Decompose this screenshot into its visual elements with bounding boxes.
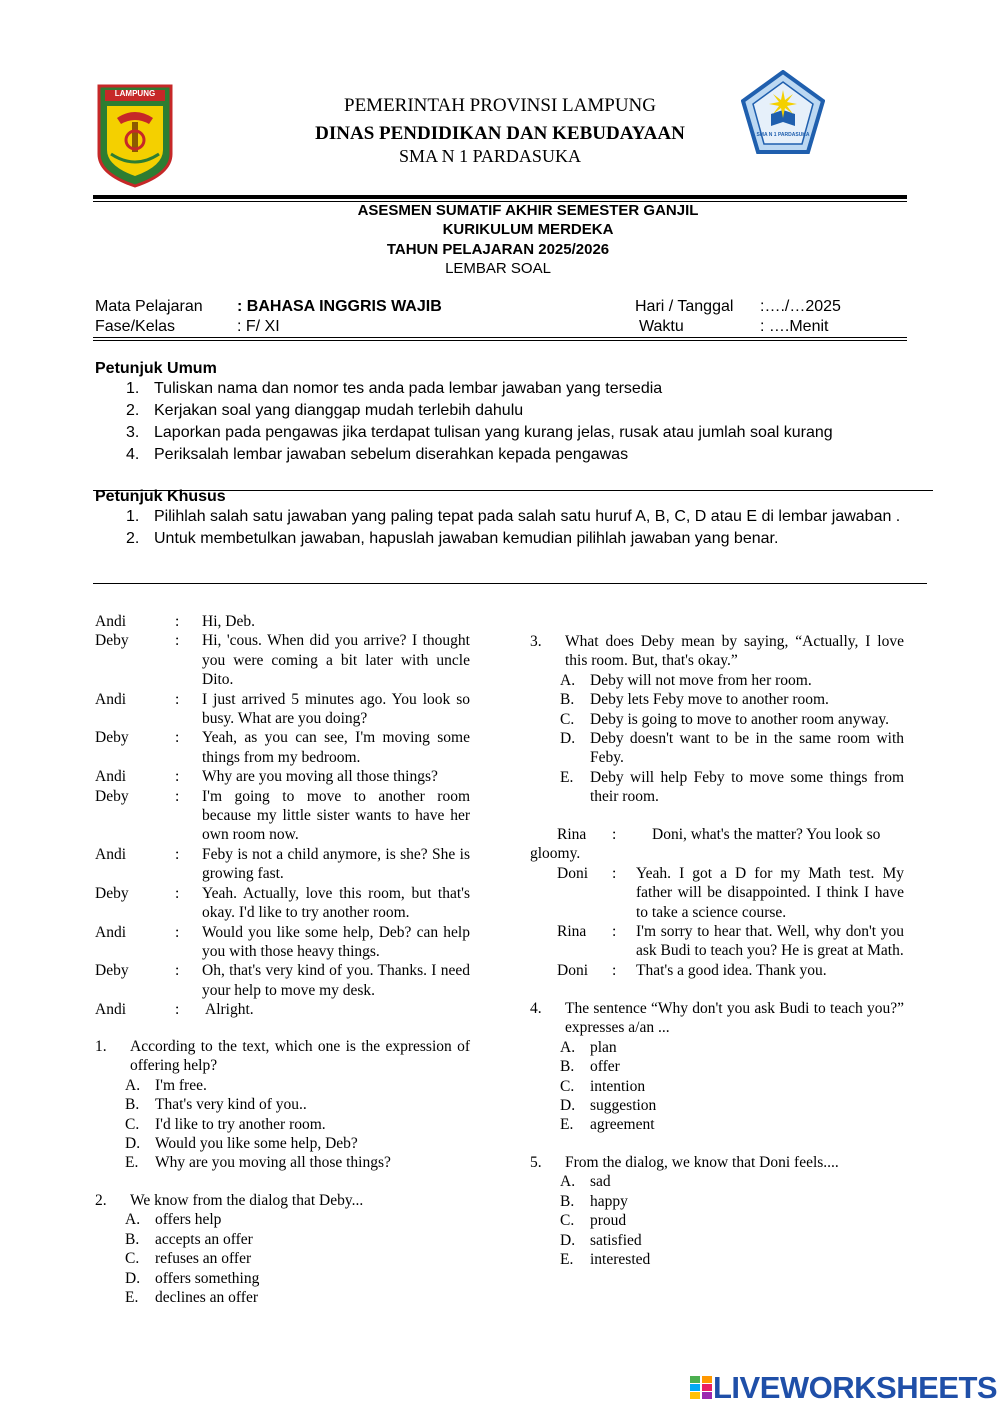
date-label: Hari / Tanggal [635, 298, 734, 315]
info-rule-1 [93, 337, 907, 338]
title-line-4: LEMBAR SOAL [445, 260, 551, 277]
general-item: 2. Kerjakan soal yang dianggap mudah terlebih dahulu [126, 402, 524, 419]
liveworksheets-watermark[interactable]: LIVEWORKSHEETS [713, 1370, 998, 1405]
special-heading: Petunjuk Khusus [95, 488, 226, 505]
question-5: 5. From the dialog, we know that Doni feels.... A. sad B. happy C. proud D. satisfied E. interested [530, 1153, 904, 1269]
info-rule-2 [93, 340, 907, 341]
header-line-1: PEMERINTAH PROVINSI LAMPUNG [344, 95, 656, 116]
title-line-1: ASESMEN SUMATIF AKHIR SEMESTER GANJIL [357, 202, 699, 219]
subject-label: Mata Pelajaran [95, 298, 203, 315]
option[interactable]: D. satisfied [560, 1231, 642, 1249]
option[interactable]: B. accepts an offer [125, 1230, 253, 1248]
option[interactable]: C. I'd like to try another room. [125, 1115, 326, 1133]
dialog-line: Andi : Alright. [95, 1001, 254, 1019]
dialog-line: Andi : Would you like some help, Deb? can help you with those heavy things. [95, 923, 470, 960]
option[interactable]: B. offer [560, 1058, 620, 1076]
option[interactable]: A. plan [560, 1038, 617, 1056]
dialog-line: Deby : I'm going to move to another room because my little sister wants to have her own room now. [95, 787, 470, 844]
dialog-line: Andi : Feby is not a child anymore, is she? She is growing fast. [95, 845, 470, 883]
school-logo [741, 70, 825, 156]
subject-value: : BAHASA INGGRIS WAJIB [237, 298, 442, 315]
general-heading: Petunjuk Umum [95, 360, 217, 377]
option[interactable]: C. Deby is going to move to another room anyway. [560, 710, 890, 728]
dialog-line: Deby : Hi, 'cous. When did you arrive? I thought you were coming a bit later with uncle Dito. [95, 632, 470, 689]
dialog-line: Rina : Doni, what's the matter? You look so [557, 826, 881, 843]
class-value: : F/ XI [237, 318, 280, 335]
option[interactable]: D. Deby doesn't want to be in the same room with Feby. [560, 730, 904, 767]
special-item: 2. Untuk membetulkan jawaban, hapuslah jawaban kemudian pilihlah jawaban yang benar. [126, 530, 779, 547]
date-value: :…./…2025 [760, 298, 841, 315]
dialog-2 [530, 825, 904, 980]
option[interactable]: E. declines an offer [125, 1289, 258, 1307]
lampung-logo [97, 84, 173, 188]
general-item: 1. Tuliskan nama dan nomor tes anda pada lembar jawaban yang tersedia [126, 380, 663, 397]
option[interactable]: A. I'm free. [125, 1076, 207, 1094]
option[interactable]: E. Why are you moving all those things? [125, 1154, 391, 1172]
option[interactable]: E. interested [560, 1251, 651, 1269]
liveworksheets-logo-icon [690, 1376, 712, 1400]
option[interactable]: D. suggestion [560, 1097, 657, 1115]
time-label: Waktu [639, 318, 684, 335]
dialog-line: Andi : Hi, Deb. [95, 613, 255, 630]
question-3: 3. What does Deby mean by saying, “Actually, I love this room. But, that's okay.” A. Deby will not move from her room. B. Deby lets Feby move to another room. C. Deby is going to move to another room anyway. D. Deby doesn't want to be in the same room with Feby. E. Deby will help Feby to move some things from their room. [530, 633, 904, 806]
lampung-logo-text: LAMPUNG [114, 89, 156, 98]
dialog-line: Rina : I'm sorry to hear that. Well, why don't you ask Budi to teach you? He is great at Math. [557, 923, 904, 960]
question-2: 2. We know from the dialog that Deby... A. offers help B. accepts an offer C. refuses an offer D. offers something E. declines an offer [95, 1191, 470, 1307]
title-line-3: TAHUN PELAJARAN 2025/2026 [386, 241, 610, 258]
option[interactable]: C. proud [560, 1212, 627, 1230]
header-rule-thick [93, 195, 907, 199]
dialog-line: Deby : Yeah. Actually, love this room, but that's okay. I'd like to try another room. [95, 884, 470, 922]
special-item: 1. Pilihlah salah satu jawaban yang paling tepat pada salah satu huruf A, B, C, D atau E di lembar jawaban . [126, 508, 901, 525]
option[interactable]: C. refuses an offer [125, 1250, 252, 1268]
option[interactable]: E. agreement [560, 1116, 655, 1134]
class-label: Fase/Kelas [95, 318, 176, 335]
option[interactable]: B. That's very kind of you.. [125, 1096, 307, 1114]
option[interactable]: E. Deby will help Feby to move some things from their room. [560, 768, 904, 806]
dialog-line: Doni : Yeah. I got a D for my Math test. My father will be disappointed. I think I have to take a science course. [557, 864, 904, 921]
title-line-2: KURIKULUM MERDEKA [442, 221, 614, 238]
option[interactable]: A. sad [560, 1173, 611, 1191]
header-line-3: SMA N 1 PARDASUKA [399, 146, 581, 166]
dialog-1 [95, 612, 470, 1020]
general-list [126, 378, 906, 466]
special-list [126, 506, 905, 550]
question-4: 4. The sentence “Why don't you ask Budi to teach you?” expresses a/an ... A. plan B. offer C. intention D. suggestion E. agreement [530, 1000, 904, 1134]
option[interactable]: A. Deby will not move from her room. [560, 671, 812, 689]
general-item: 3. Laporkan pada pengawas jika terdapat tulisan yang kurang jelas, rusak atau jumlah soal kurang [126, 424, 833, 441]
question-1: 1. According to the text, which one is the expression of offering help? A. I'm free. B. That's very kind of you.. C. I'd like to try another room. D. Would you like some help, Deb? E. Why are you moving all those things? [95, 1038, 470, 1172]
header-line-2: DINAS PENDIDIKAN DAN KEBUDAYAAN [315, 123, 685, 144]
option[interactable]: B. Deby lets Feby move to another room. [560, 691, 829, 709]
dialog-line-cont: gloomy. [530, 845, 581, 863]
dialog-line: Deby : Oh, that's very kind of you. Thanks. I need your help to move my desk. [95, 962, 470, 999]
dialog-line: Doni : That's a good idea. Thank you. [557, 961, 827, 979]
special-rule-bottom [93, 583, 927, 584]
option[interactable]: B. happy [560, 1192, 628, 1210]
time-value: : ….Menit [760, 318, 829, 335]
option[interactable]: D. offers something [125, 1269, 260, 1287]
dialog-line: Andi : I just arrived 5 minutes ago. You look so busy. What are you doing? [95, 690, 470, 728]
school-logo-text: SMA N 1 PARDASUKA [756, 132, 810, 138]
option[interactable]: D. Would you like some help, Deb? [125, 1135, 358, 1153]
dialog-line: Deby : Yeah, as you can see, I'm moving some things from my bedroom. [95, 729, 470, 766]
option[interactable]: C. intention [560, 1077, 646, 1095]
option[interactable]: A. offers help [125, 1211, 222, 1229]
general-item: 4. Periksalah lembar jawaban sebelum diserahkan kepada pengawas [126, 446, 629, 463]
dialog-line: Andi : Why are you moving all those things? [95, 768, 438, 786]
